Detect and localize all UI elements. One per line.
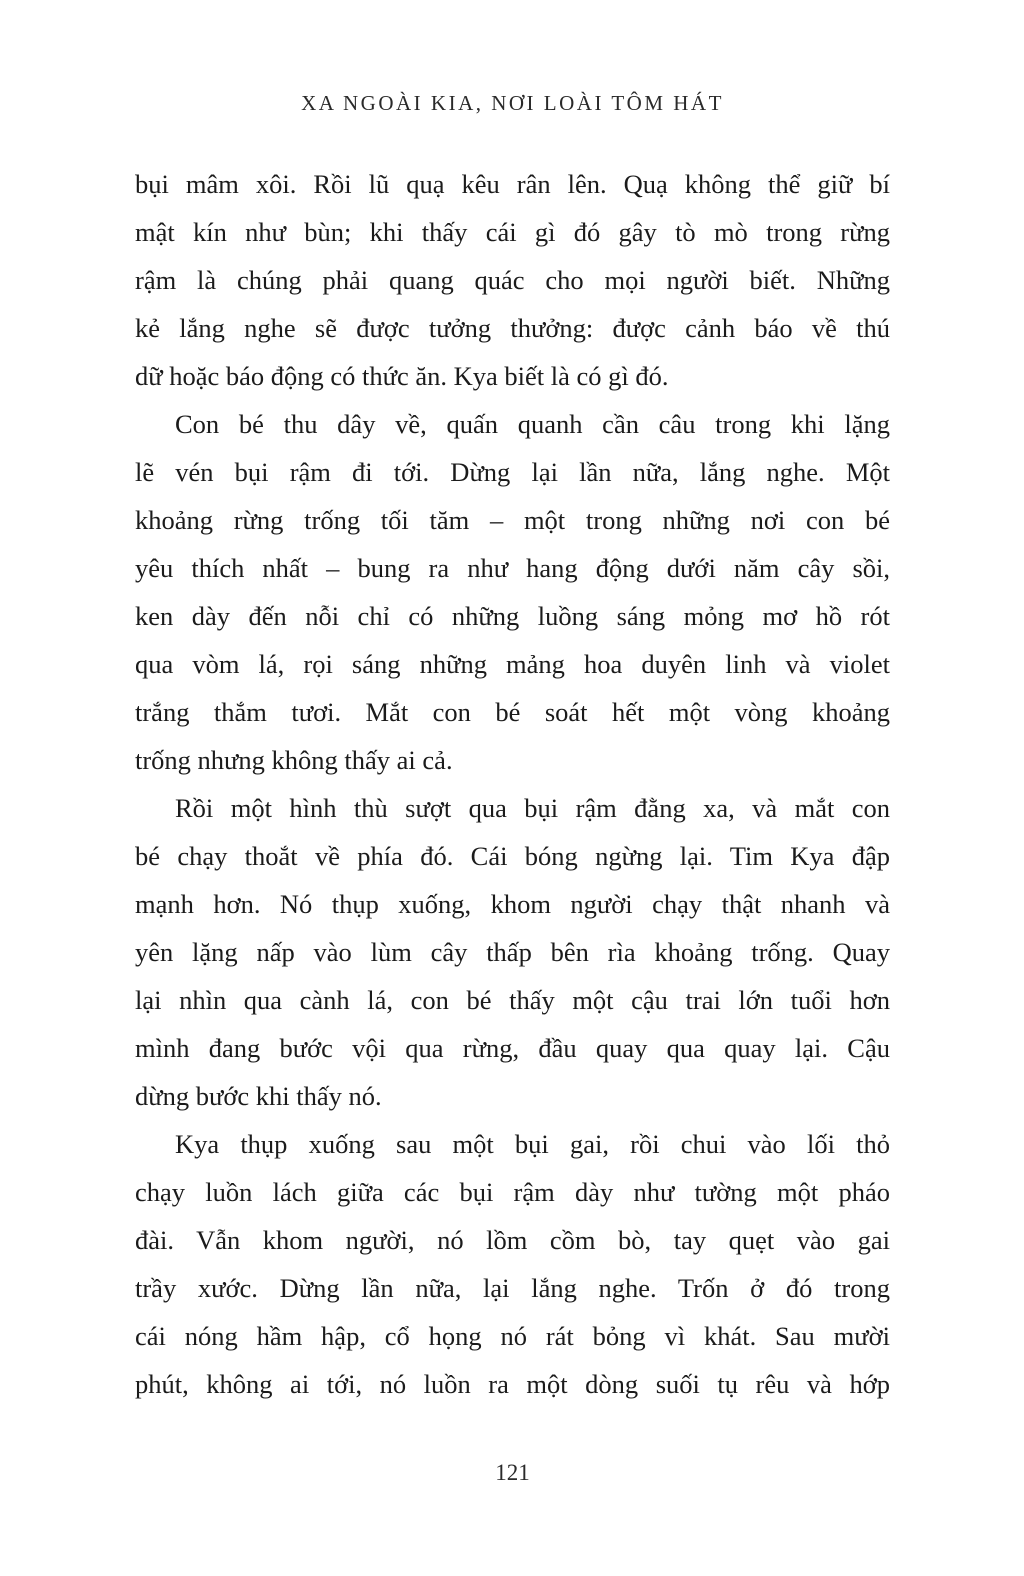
body-line: dừng bước khi thấy nó. — [135, 1081, 382, 1111]
body-line: qua vòm lá, rọi sáng những mảng hoa duyên linh và violet — [135, 649, 890, 679]
paragraph — [135, 784, 890, 1120]
page-number: 121 — [495, 1460, 530, 1485]
body-line: Con bé thu dây về, quấn quanh cần câu trong khi lặng — [175, 409, 890, 439]
body-line: phút, không ai tới, nó luồn ra một dòng suối tụ rêu và hớp — [135, 1369, 890, 1399]
body-text — [135, 160, 890, 1408]
body-line: lẽ vén bụi rậm đi tới. Dừng lại lần nữa, lắng nghe. Một — [135, 457, 890, 487]
paragraph — [135, 1120, 890, 1408]
body-line: trống nhưng không thấy ai cả. — [135, 745, 453, 775]
body-line: Kya thụp xuống sau một bụi gai, rồi chui vào lối thỏ — [175, 1129, 890, 1159]
body-line: đài. Vẫn khom người, nó lồm cồm bò, tay quẹt vào gai — [135, 1225, 890, 1255]
body-line: chạy luồn lách giữa các bụi rậm dày như tường một pháo — [135, 1177, 890, 1207]
body-line: rậm là chúng phải quang quác cho mọi người biết. Những — [135, 265, 890, 295]
body-line: kẻ lắng nghe sẽ được tưởng thưởng: được cảnh báo về thú — [135, 313, 890, 343]
body-line: mình đang bước vội qua rừng, đầu quay qua quay lại. Cậu — [135, 1033, 890, 1063]
body-line: yên lặng nấp vào lùm cây thấp bên rìa khoảng trống. Quay — [135, 937, 890, 967]
body-line: lại nhìn qua cành lá, con bé thấy một cậu trai lớn tuổi hơn — [135, 985, 890, 1015]
body-line: bé chạy thoắt về phía đó. Cái bóng ngừng lại. Tim Kya đập — [135, 841, 890, 871]
body-line: cái nóng hầm hập, cổ họng nó rát bỏng vì khát. Sau mười — [135, 1321, 890, 1351]
body-line: khoảng rừng trống tối tăm – một trong những nơi con bé — [135, 505, 890, 535]
body-line: trắng thắm tươi. Mắt con bé soát hết một vòng khoảng — [135, 697, 890, 727]
paragraph — [135, 400, 890, 784]
body-line: bụi mâm xôi. Rồi lũ quạ kêu rân lên. Quạ không thể giữ bí — [135, 169, 890, 199]
body-line: yêu thích nhất – bung ra như hang động dưới năm cây sồi, — [135, 553, 890, 583]
body-line: dữ hoặc báo động có thức ăn. Kya biết là có gì đó. — [135, 361, 669, 391]
running-header: XA NGOÀI KIA, NƠI LOÀI TÔM HÁT — [301, 91, 724, 115]
body-line: mạnh hơn. Nó thụp xuống, khom người chạy thật nhanh và — [135, 889, 890, 919]
body-line: trầy xước. Dừng lần nữa, lại lắng nghe. Trốn ở đó trong — [135, 1273, 890, 1303]
body-line: mật kín như bùn; khi thấy cái gì đó gây tò mò trong rừng — [135, 217, 890, 247]
paragraph — [135, 160, 890, 400]
body-line: ken dày đến nỗi chỉ có những luồng sáng mỏng mơ hồ rót — [135, 601, 890, 631]
body-line: Rồi một hình thù sượt qua bụi rậm đằng xa, và mắt con — [175, 793, 890, 823]
